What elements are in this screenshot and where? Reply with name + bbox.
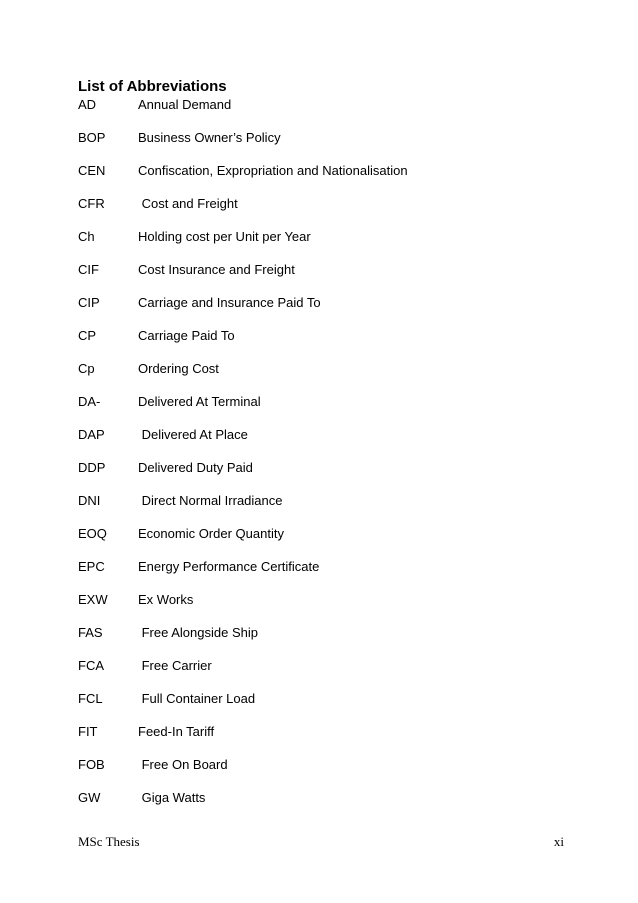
abbreviation-definition: Cost Insurance and Freight	[138, 262, 295, 277]
abbreviation-definition: Delivered Duty Paid	[138, 460, 253, 475]
abbreviation-definition: Direct Normal Irradiance	[138, 493, 283, 508]
page-number: xi	[553, 834, 564, 849]
abbreviation-definition: Cost and Freight	[138, 196, 238, 211]
abbreviation-row	[78, 195, 578, 228]
abbreviation-definition: Energy Performance Certificate	[138, 559, 320, 574]
abbreviation-definition: Annual Demand	[138, 97, 232, 112]
abbreviation-term: CEN	[78, 163, 106, 178]
abbreviation-definition: Delivered At Place	[138, 427, 248, 442]
abbreviation-definition: Carriage Paid To	[138, 328, 235, 343]
abbreviation-term: FIT	[78, 724, 98, 739]
abbreviation-list	[78, 96, 578, 822]
abbreviation-row	[78, 789, 578, 822]
abbreviation-row	[78, 426, 578, 459]
abbreviation-row	[78, 228, 578, 261]
abbreviation-row	[78, 525, 578, 558]
abbreviation-definition: Free Alongside Ship	[138, 625, 258, 640]
abbreviation-definition: Carriage and Insurance Paid To	[138, 295, 321, 310]
abbreviation-definition: Confiscation, Expropriation and Nationalisation	[138, 163, 408, 178]
abbreviation-row	[78, 459, 578, 492]
abbreviation-definition: Free On Board	[138, 757, 228, 772]
abbreviation-term: BOP	[78, 130, 106, 145]
abbreviation-row	[78, 756, 578, 789]
abbreviation-row	[78, 723, 578, 756]
abbreviation-term: FAS	[78, 625, 103, 640]
abbreviation-term: CIP	[78, 295, 100, 310]
abbreviation-row	[78, 591, 578, 624]
abbreviation-definition: Full Container Load	[138, 691, 256, 706]
abbreviation-definition: Feed-In Tariff	[138, 724, 215, 739]
abbreviation-term: EPC	[78, 559, 105, 574]
abbreviation-definition: Ex Works	[138, 592, 194, 607]
abbreviation-term: Cp	[78, 361, 95, 376]
abbreviation-row	[78, 129, 578, 162]
abbreviation-definition: Business Owner’s Policy	[138, 130, 281, 145]
abbreviation-term: DAP	[78, 427, 105, 442]
abbreviation-row	[78, 360, 578, 393]
abbreviation-term: AD	[78, 97, 97, 112]
abbreviation-row	[78, 624, 578, 657]
abbreviation-definition: Holding cost per Unit per Year	[138, 229, 311, 244]
page-heading: List of Abbreviations	[78, 78, 227, 95]
abbreviation-term: EXW	[78, 592, 108, 607]
abbreviation-term: FCA	[78, 658, 104, 673]
abbreviation-definition: Ordering Cost	[138, 361, 219, 376]
abbreviation-row	[78, 162, 578, 195]
abbreviation-row	[78, 657, 578, 690]
abbreviation-row	[78, 294, 578, 327]
abbreviation-term: CP	[78, 328, 97, 343]
abbreviation-definition: Economic Order Quantity	[138, 526, 284, 541]
abbreviation-definition: Delivered At Terminal	[138, 394, 261, 409]
abbreviation-definition: Free Carrier	[138, 658, 212, 673]
abbreviation-row	[78, 393, 578, 426]
abbreviation-term: DNI	[78, 493, 101, 508]
abbreviation-term: DA-	[78, 394, 101, 409]
abbreviation-definition: Giga Watts	[138, 790, 206, 805]
abbreviation-row	[78, 558, 578, 591]
abbreviation-term: FCL	[78, 691, 103, 706]
abbreviation-row	[78, 261, 578, 294]
abbreviation-term: CIF	[78, 262, 99, 277]
abbreviation-row	[78, 690, 578, 723]
abbreviation-row	[78, 492, 578, 525]
abbreviation-term: DDP	[78, 460, 106, 475]
footer-document-type: MSc Thesis	[78, 834, 140, 849]
abbreviation-term: FOB	[78, 757, 105, 772]
abbreviation-term: GW	[78, 790, 101, 805]
abbreviation-row	[78, 96, 578, 129]
abbreviation-row	[78, 327, 578, 360]
abbreviation-term: Ch	[78, 229, 95, 244]
abbreviation-term: EOQ	[78, 526, 107, 541]
abbreviation-term: CFR	[78, 196, 105, 211]
